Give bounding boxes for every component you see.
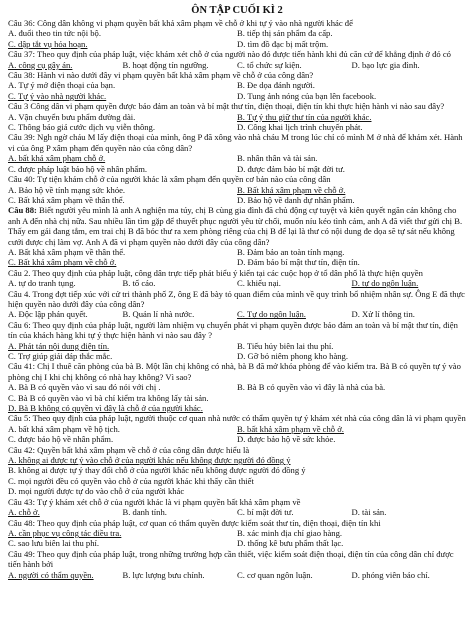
question-48 xyxy=(8,518,466,549)
question-88 xyxy=(8,205,466,267)
question-text: Câu 37: Theo quy định của pháp luật, việc khám xét chỗ ở của người nào đó được tiến hành khi đủ căn cứ để khẳng định ở đó có xyxy=(8,49,451,60)
option-c: C. Thông báo giá cước dịch vụ viễn thông. xyxy=(8,122,155,133)
option-d: D. bạo lực gia đình. xyxy=(351,59,420,70)
question-text: Câu 36: Công dân không vi phạm quyền bất khả xâm phạm về chỗ ở khi tự ý vào nhà người khác để xyxy=(8,18,353,28)
option-d: D. tìm đồ đạc bị mất trộm. xyxy=(237,38,329,49)
question-text: Câu 40: Tự tiện khám chỗ ở của người khác là xâm phạm đến quyền cơ bản nào của công dân xyxy=(8,174,331,185)
option-d: D. mọi người được tự do vào chỗ ở của người khác xyxy=(8,486,185,497)
question-text: Câu 39: Ngh ngờ cháu M lấy điện thoại của mình, ông P đã xông vào nhà cháu M trong lúc chỉ có mình M ở nhà để khám xét. Hành vi của ông P xâm phạm đến quyền nào của công dân? xyxy=(8,132,463,153)
option-d: D. Công khai lịch trình chuyến phát. xyxy=(237,122,363,133)
option-d: D. tài sản. xyxy=(351,507,387,518)
option-d: D. Tung ảnh nóng của bạn lên facebook. xyxy=(237,90,377,101)
option-a: A. Vận chuyển bưu phẩm đường dài. xyxy=(8,111,136,122)
option-a: A. Độc lập phán quyết. xyxy=(8,309,88,320)
question-text: Câu 4. Trong đợt tiếp xúc với cử tri thành phố Z, ông E đã bày tỏ quan điểm của mình về quy trình bổ nhiệm nhân sự. Ông E đã thực hiện quyền nào dưới đây của công dân? xyxy=(8,288,465,309)
option-c: C. tổ chức sự kiện. xyxy=(237,59,302,70)
option-c: C. được bảo hộ về nhân phẩm. xyxy=(8,434,114,445)
option-a: A. bất khả xâm phạm về hộ tịch. xyxy=(8,423,120,434)
question-5 xyxy=(8,413,466,444)
option-a: A. công cụ gây án. xyxy=(8,59,73,70)
option-b: B. Tiếu hủy biên lai thu phí. xyxy=(237,340,334,351)
question-text: Câu 48: Theo quy định của pháp luật, cơ quan có thẩm quyền được kiểm soát thư tín, điện thoại, điện tín khi xyxy=(8,517,381,528)
option-c: C. bí mật đời tư. xyxy=(237,507,294,518)
option-c: C. Bất khả xâm phạm về thân thể. xyxy=(8,194,125,205)
question-text: Câu 43: Tự ý khám xét chỗ ở của người khác là vi phạm quyền bất khả xâm phạm về xyxy=(8,496,301,507)
option-a: A. người có thẩm quyền. xyxy=(8,569,94,580)
option-d: D. phóng viên báo chí. xyxy=(351,569,430,580)
option-a: A. không ai được tự ý vào chỗ ở của người khác nếu không được người đó đồng ý xyxy=(8,455,291,466)
option-d: D. được đảm bảo bí mật đời tư. xyxy=(237,163,345,174)
question-42 xyxy=(8,445,466,497)
option-b: B. Quản lí nhà nước. xyxy=(122,309,195,320)
option-b: B. hoạt động tín ngưỡng. xyxy=(122,59,209,70)
option-c: C. Bà B có quyền vào vì bà chỉ kiểm tra không lấy tài sản. xyxy=(8,392,209,403)
option-b: B. bất khả xâm phạm về chỗ ở. xyxy=(237,423,344,434)
option-b: B. danh tính. xyxy=(122,507,167,518)
option-c: C. sao lưu biên lai thu phí. xyxy=(8,538,100,549)
option-b: B. Bà B có quyền vào vì đây là nhà của bà. xyxy=(237,382,386,393)
option-b: B. lực lượng bưu chính. xyxy=(122,569,205,580)
option-d: D. tự do ngôn luận. xyxy=(351,278,419,289)
option-c: C. Bất khả xâm phạm về chỗ ở. xyxy=(8,257,117,268)
option-b: B. tố cáo. xyxy=(122,278,156,289)
option-a: A. Bà B có quyền vào vì sau đó nói với chị . xyxy=(8,382,161,393)
option-d: D. Bà B không có quyền vì đây là chỗ ở của người khác. xyxy=(8,403,203,414)
option-b: B. Đảm bảo an toàn tính mạng. xyxy=(237,246,345,257)
question-3 xyxy=(8,101,466,132)
question-49 xyxy=(8,549,466,580)
option-a: A. chỗ ở. xyxy=(8,507,40,518)
option-d: D. Bảo hộ về danh dự nhân phẩm. xyxy=(237,194,355,205)
question-text: Câu 38: Hành vi nào dưới đây vi phạm quyền bất khả xâm phạm về chỗ ở của công dân? xyxy=(8,70,314,81)
question-40 xyxy=(8,174,466,205)
question-text: Câu 3 Công dân vi phạm quyền được bảo đảm an toàn và bí mật thư tín, điện thoại, điện tín khi thực hiện hành vi nào sau đây? xyxy=(8,101,445,112)
option-d: D. được bảo hộ về sức khỏe. xyxy=(237,434,336,445)
option-a: A. tự do tranh tụng. xyxy=(8,278,76,289)
question-2 xyxy=(8,268,466,289)
option-a: A. Bảo hộ về tính mạng sức khỏe. xyxy=(8,184,126,195)
question-text: Câu 49: Theo quy định của pháp luật, trong những trường hợp cần thiết, việc kiểm soát điện thoại, điện tín của công dân chỉ được tiến hành bởi xyxy=(8,548,454,570)
option-a: A. Tự ý mở điện thoại của bạn. xyxy=(8,80,116,91)
option-c: C. mọi người đều có quyền vào chỗ ở của người khác khi thấy cần thiết xyxy=(8,475,254,486)
question-43 xyxy=(8,497,466,518)
option-b: B. không ai được tự ý thay đổi chỗ ở của người khác nếu không được người đó đồng ý xyxy=(8,465,306,476)
question-38 xyxy=(8,70,466,101)
option-b: B. Đe dọa đánh người. xyxy=(237,80,315,91)
option-c: C. Trợ giúp giải đáp thắc mắc. xyxy=(8,351,113,361)
option-d: D. Đảm bảo bí mật thư tín, điện tín. xyxy=(237,257,360,268)
question-text: Câu 2. Theo quy định của pháp luật, công dân trực tiếp phát biểu ý kiến tại các cuộc họp ở tổ dân phố là thực hiện quyền xyxy=(8,267,423,278)
question-text: Câu 5: Theo quy định của pháp luật, người thuộc cơ quan nhà nước có thẩm quyền tự ý khám xét nhà của công dân là vi phạm quyền xyxy=(8,413,466,424)
question-label: Câu 88: xyxy=(8,205,37,216)
question-text: Câu 41: Chị I thuê căn phòng của bà B. Một lần chị không có nhà, bà B đã mở khóa phòng để vào kiểm tra. Bà B có quyền tự ý vào phòng chị I khi chị không có nhà hay không? Vì sao? xyxy=(8,361,461,382)
option-b: B. tiếp thị sản phẩm đa cấp. xyxy=(237,28,333,39)
option-c: C. được pháp luật bảo hộ về nhân phẩm. xyxy=(8,163,148,174)
question-37 xyxy=(8,49,466,70)
question-6 xyxy=(8,320,466,362)
option-b: B. Bất khả xâm phạm về chỗ ở. xyxy=(237,184,346,195)
option-a: A. cần phục vụ công tác điều tra. xyxy=(8,527,122,538)
option-a: A. Phát tán nội dung điện tín. xyxy=(8,340,110,351)
option-b: B. xác minh địa chỉ giao hàng. xyxy=(237,527,343,538)
question-41 xyxy=(8,361,466,413)
option-c: C. Tự do ngôn luận. xyxy=(237,309,306,320)
page-title: ÔN TẬP CUỐI KÌ 2 xyxy=(191,5,283,16)
option-a: A. Bất khả xâm phạm về thân thể. xyxy=(8,246,126,257)
option-b: B. nhân thân và tài sản. xyxy=(237,153,318,164)
option-b: B. Tự ý thu giữ thư tín của người khác. xyxy=(237,111,372,122)
option-c: C. Tự ý vào nhà người khác. xyxy=(8,90,107,101)
option-c: C. dập tắt vụ hỏa hoạn. xyxy=(8,38,88,49)
question-4 xyxy=(8,289,466,320)
option-a: A. bất khả xâm phạm chỗ ở. xyxy=(8,153,106,164)
option-a: A. đuổi theo tin tức nội bộ. xyxy=(8,28,101,39)
question-body: Biết người yêu mình là anh A nghiện ma túy, chị B cùng gia đình đã chủ động cự tuyệt và kiên quyết ngăn cản không cho anh A đến nhà chị nữa. Sau nhiều lần tìm gặp để thuyết phục người yêu từ chối, muốn níu kéo tình cảm, anh A đã viết thư gửi chị B. Thấy em gái đang tắm, em trai chị B đã bóc thư ra xem phòng riêng của chị B để lại là thư có nội dung đe dọa sẽ tự sát nếu không cưới được chị làm vợ. Anh A đã vi phạm quyền nào dưới đây của công dân? xyxy=(8,205,463,247)
option-d: D. Xử lí thông tin. xyxy=(351,309,415,320)
question-36 xyxy=(8,18,466,49)
option-d: D. thống kê bưu phẩm thất lạc. xyxy=(237,538,344,549)
question-39 xyxy=(8,132,466,174)
option-c: C. khiếu nại. xyxy=(237,278,281,289)
option-d: D. Gỡ bỏ niêm phong kho hàng. xyxy=(237,351,349,361)
question-text: Câu 6: Theo quy định của pháp luật, người làm nhiệm vụ chuyển phát vi phạm quyền được bảo đảm an toàn và bí mật thư tín, điện tín của khách hàng khi tự ý thực hiện hành vi nào sau đây ? xyxy=(8,319,458,341)
question-text xyxy=(8,205,466,247)
question-text: Câu 42: Quyền bất khả xâm phạm về chỗ ở của công dân được hiểu là xyxy=(8,444,250,455)
option-c: C. cơ quan ngôn luận. xyxy=(237,569,313,580)
